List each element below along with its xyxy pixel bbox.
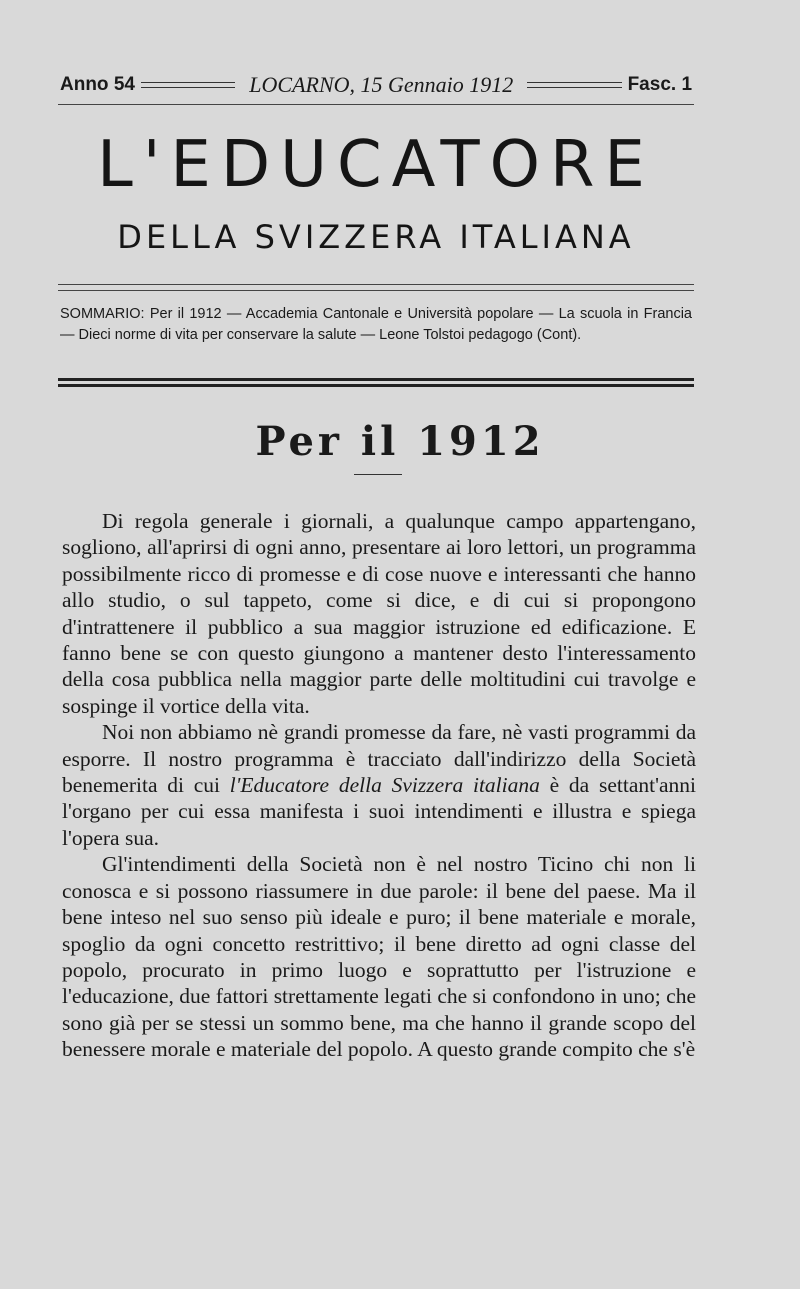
summary-label: SOMMARIO: bbox=[60, 306, 145, 322]
article-body bbox=[62, 508, 696, 1063]
place-date: LOCARNO, 15 Gennaio 1912 bbox=[249, 72, 514, 97]
paragraph-1: Di regola generale i giornali, a qualunque campo appartengano, sogliono, all'aprirsi di ogni anno, presentare ai loro lettori, un programma possibilmente ricco di promesse e di cose nuove e interessanti che hanno allo studio, o sul tappeto, come si dice, e di cui si propongono d'intrattenere il pubblico a sua maggior istruzione ed edificazione. E fanno bene se con questo giungono a mantener desto l'interessamento della cosa pubblica nella maggior parte delle moltitudini cui travolge e sospinge il vortice della vita. bbox=[62, 509, 696, 718]
masthead-divider-top bbox=[58, 284, 694, 285]
paragraph-2-end: è da settant'anni l'organo per cui essa manifesta i suoi intendimenti e illustra e spiega l'opera sua. bbox=[62, 773, 696, 850]
header-rule-left bbox=[141, 82, 235, 88]
paragraph-3: Gl'intendimenti della Società non è nel nostro Ticino chi non li conosca e si possono riassumere in due parole: il bene del paese. Ma il bene inteso nel suo senso più ideale e puro; il bene materiale e morale, spoglio da ogni concetto restrittivo; il bene diretto ad ogni classe del popolo, procurato in primo luogo e soprattutto per l'istruzione e l'educazione, due fattori strettamente legati che si confondono in uno; che sono già per se stessi un sommo bene, ma che hanno il grande scopo del benessere morale e materiale del popolo. A questo grande compito che s'è bbox=[62, 852, 696, 1062]
header-divider bbox=[58, 104, 694, 105]
masthead-title: L'EDUCATORE bbox=[97, 128, 655, 202]
title-ornament-dash bbox=[354, 474, 402, 475]
summary-rule-top bbox=[58, 378, 694, 381]
summary-rule-bottom bbox=[58, 384, 694, 387]
summary-text: Per il 1912 — Accademia Cantonale e Università popolare — La scuola in Francia — Dieci norme di vita per conservare la salute — Leone Tolstoi pedagogo (Cont). bbox=[60, 306, 692, 343]
journal-name-italic: l'Educatore della Svizzera italiana bbox=[229, 773, 540, 798]
masthead-divider-bottom bbox=[58, 290, 694, 291]
summary bbox=[60, 304, 692, 346]
article-title: Per il 1912 bbox=[255, 418, 545, 465]
issue-header bbox=[60, 68, 692, 102]
header-rule-right bbox=[527, 82, 621, 88]
paragraph-2 bbox=[62, 719, 696, 851]
issue-year: Anno 54 bbox=[60, 74, 135, 95]
paragraph-2-start: Noi non abbiamo nè grandi promesse da fare, nè vasti programmi da esporre. Il nostro programma è tracciato dall'indirizzo della Società benemerita di cui bbox=[62, 720, 696, 798]
fascicle-number: Fasc. 1 bbox=[627, 74, 693, 95]
masthead-subtitle: DELLA SVIZZERA ITALIANA bbox=[117, 218, 635, 256]
